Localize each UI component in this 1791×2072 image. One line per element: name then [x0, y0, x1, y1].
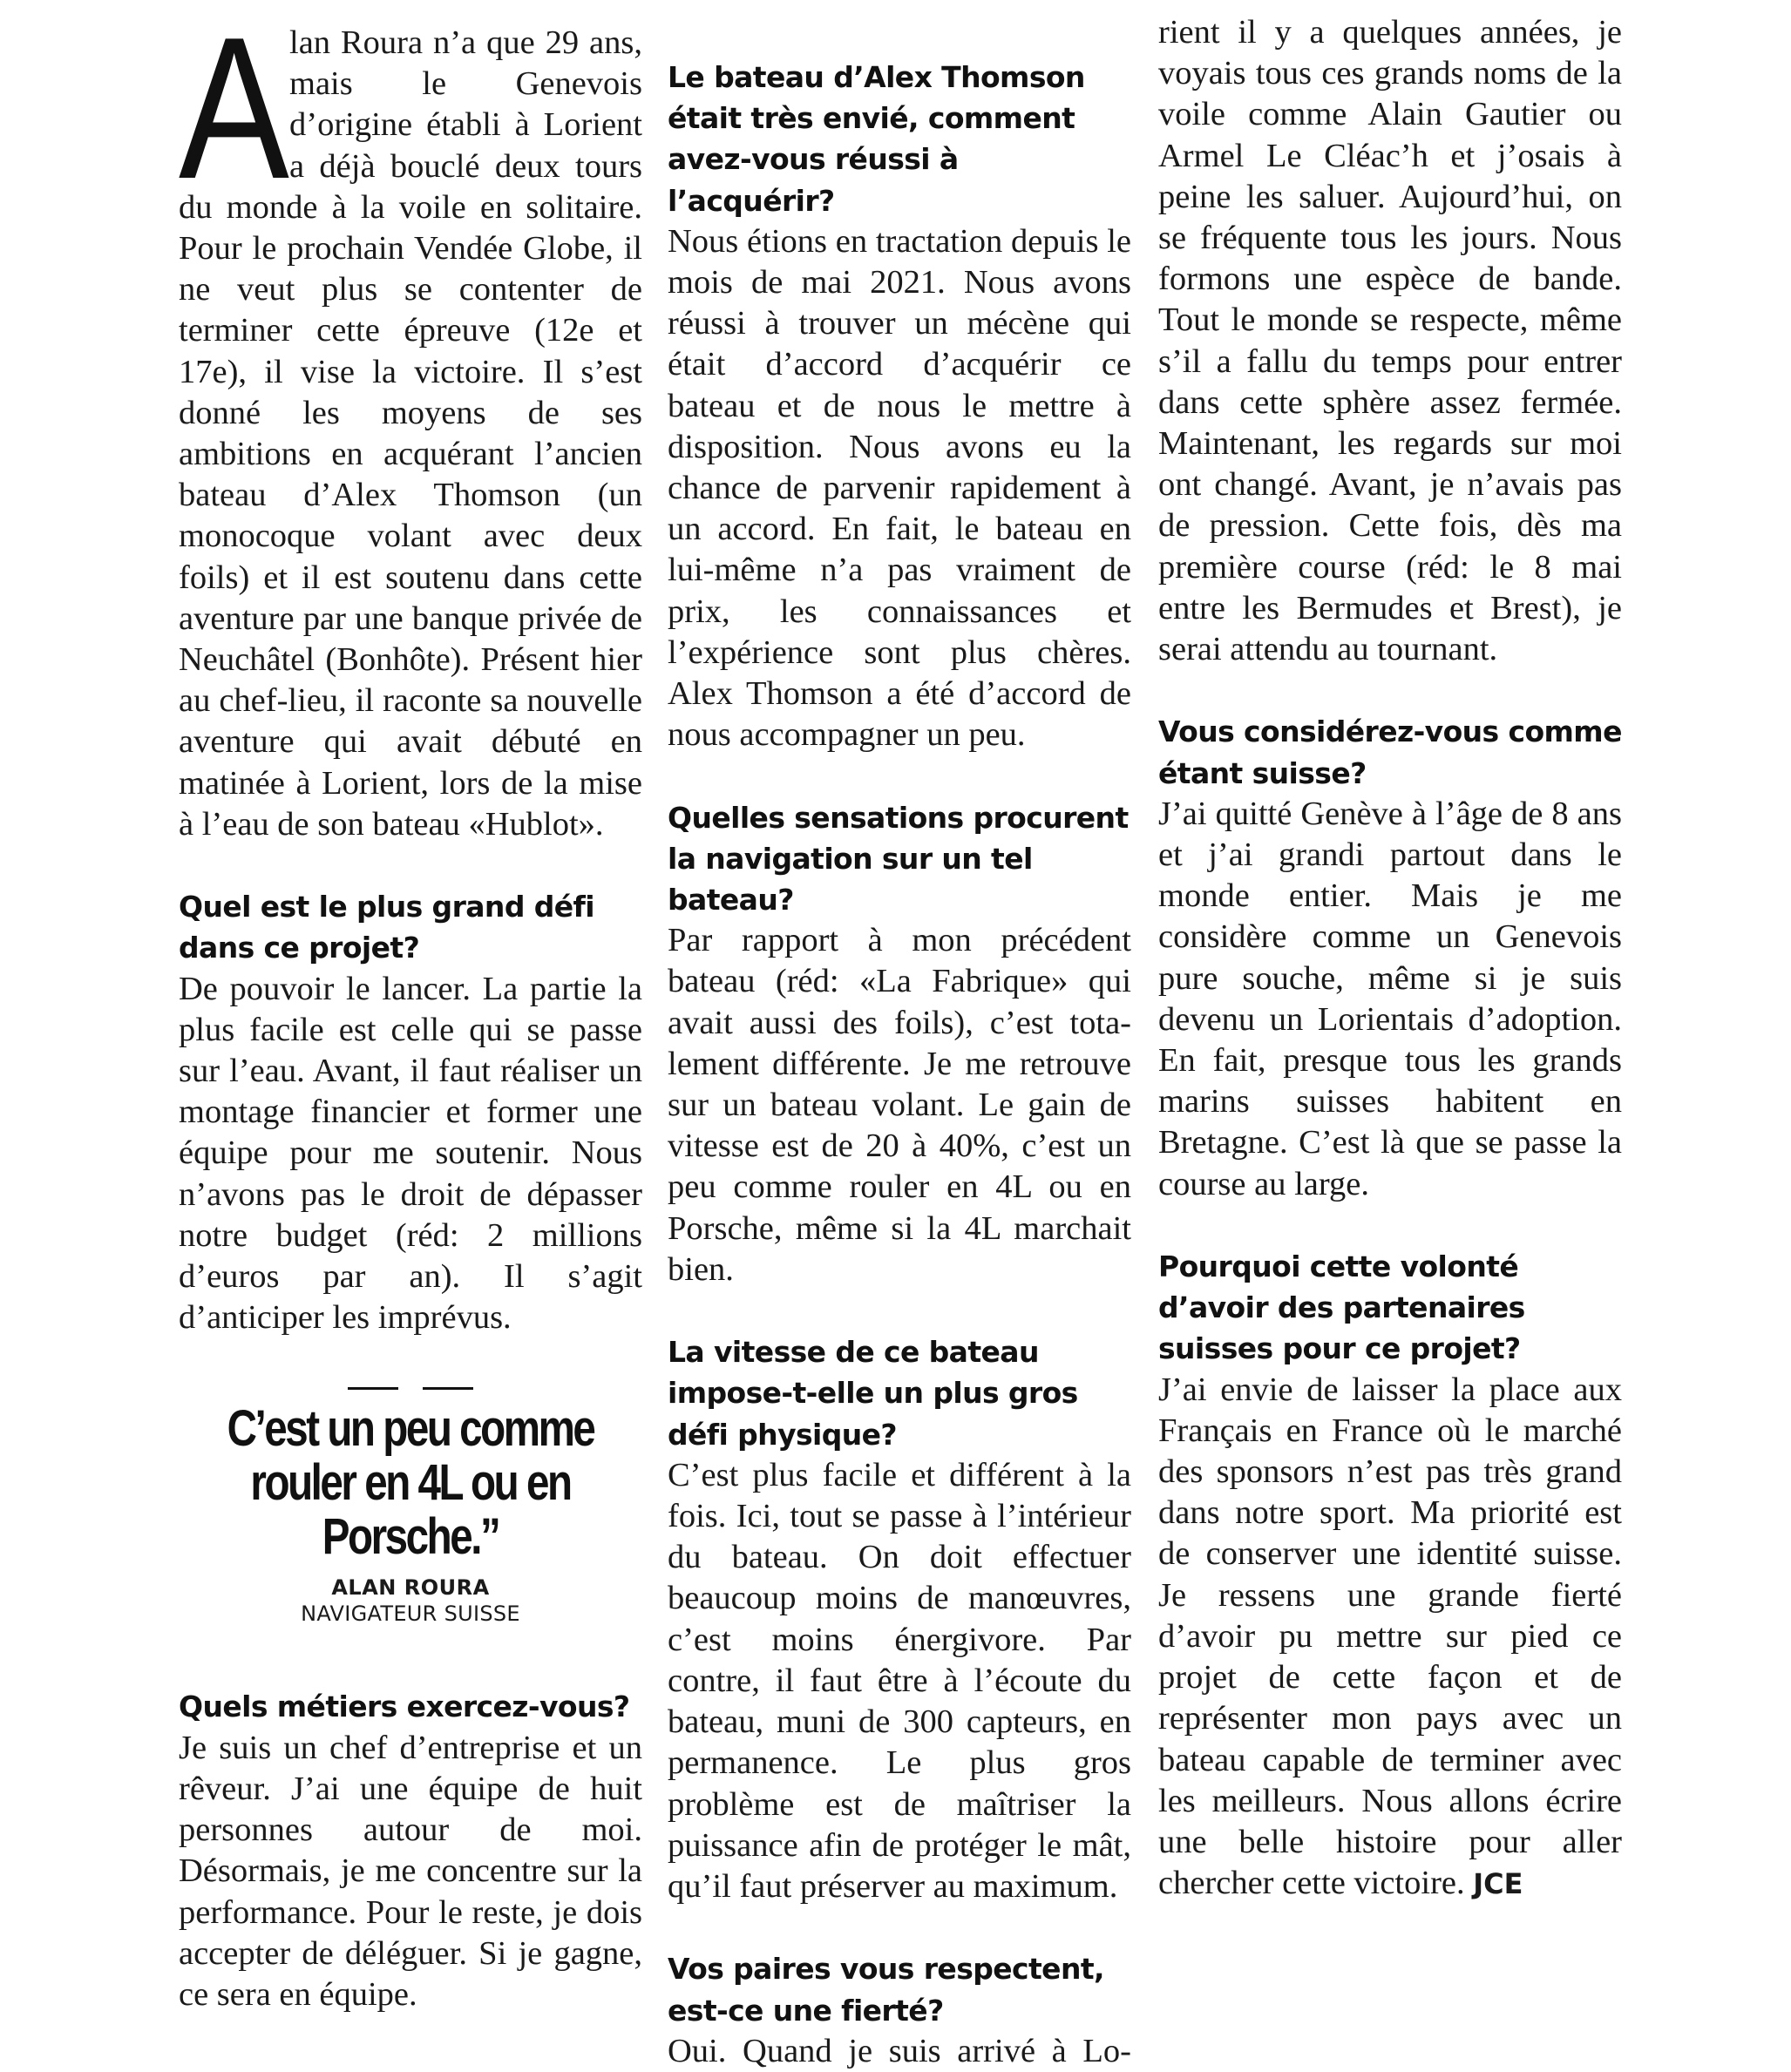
- question-4: Quelles sensations procurent la navigation sur un tel bateau?: [668, 800, 1129, 918]
- author-signature: JCE: [1473, 1867, 1523, 1901]
- answer-8-text: J’ai envie de laisser la place aux Français en France où le marché des sponsors n’est pas très grand dans notre sport. Ma priorité est de conserver une identité suisse. Je ressens une grande fierté d’avoir pu mettre sur pied ce projet de cette façon et de représenter mon pays avec un bateau capable de terminer avec les meilleurs. Nous allons écrire une belle histoire pour aller chercher cette victoire.: [1158, 1371, 1622, 1902]
- question-1: Quel est le plus grand défi dans ce projet?: [179, 890, 594, 965]
- pull-quote-rules: [179, 1387, 642, 1390]
- intro-text: lan Roura n’a que 29 ans, mais le Genevois d’origine établi à Lorient a déjà bouclé deux tours du monde à la voile en solitaire. Pour le prochain Vendée Globe, il ne veut plus se contenter de terminer cette épreuve (12e et 17e), il vise la victoire. Il s’est donné les moyens de ses ambitions en acquérant l’ancien bateau d’Alex Thomson (un monocoque volant avec deux foils) et il est soutenu dans cette aventure par une banque privée de Neuchâtel (Bonhôte). Présent hier au chef-lieu, il raconte sa nouvelle aventure qui avait débuté en matinée à Lorient, lors de la mise à l’eau de son bateau «Hublot».: [179, 24, 642, 843]
- intro-paragraph: [179, 0, 642, 845]
- pull-quote-rule-right: [423, 1387, 473, 1390]
- pull-quote-author: ALAN ROURA: [331, 1575, 490, 1601]
- pull-quote-rule-left: [348, 1387, 398, 1390]
- answer-4: Par rapport à mon précédent bateau (réd: «La Fabrique» qui avait aussi des foils), c’est totalement différente. Je me retrouve sur un bateau volant. Le gain de vitesse est de 20 à 40%, c’est un peu comme rouler en 4L ou en Porsche, même si la 4L marchait bien.: [668, 922, 1131, 1288]
- pull-quote: [179, 1387, 642, 1627]
- article-column-3: [1158, 12, 1622, 1905]
- pull-quote-text: C’est un peu comme rouler en 4L ou en Porsche.”: [227, 1400, 594, 1566]
- question-3: Le bateau d’Alex Thomson était très envié, comment avez-vous réussi à l’acquérir?: [668, 60, 1085, 218]
- question-7: Vous considérez-vous comme étant suisse?: [1158, 714, 1622, 790]
- article-column-1: [179, 0, 642, 2015]
- question-2: Quels métiers exercez-vous?: [179, 1689, 630, 1724]
- question-8: Pourquoi cette volonté d’avoir des partenaires suisses pour ce projet?: [1158, 1249, 1525, 1366]
- question-5: La vitesse de ce bateau impose-t-elle un plus gros défi physique?: [668, 1335, 1078, 1452]
- answer-2: Je suis un chef d’entreprise et un rêveur. J’ai une équipe de huit personnes autour de moi. Désormais, je me concentre sur la performance. Pour le reste, je dois accepter de déléguer. Si je gagne, ce sera en équipe.: [179, 1729, 642, 2013]
- answer-6-continued: rient il y a quelques années, je voyais tous ces grands noms de la voile comme Alain Gautier ou Armel Le Cléac’h et j’osais à peine les saluer. Aujourd’hui, on se fréquente tous les jours. Nous formons une espèce de bande. Tout le monde se respecte, même s’il a fallu du temps pour entrer dans cette sphère assez fermée. Maintenant, les regards sur moi ont changé. Avant, je n’avais pas de pression. Cette fois, dès ma première course (réd: le 8 mai entre les Bermudes et Brest), je serai attendu au tournant.: [1158, 14, 1622, 668]
- pull-quote-role: NAVIGATEUR SUISSE: [301, 1601, 520, 1627]
- question-6: Vos paires vous respectent, est-ce une fierté?: [668, 1952, 1104, 2028]
- answer-8: [1158, 1370, 1622, 1906]
- answer-3: Nous étions en tractation depuis le mois de mai 2021. Nous avons réussi à trouver un mécène qui était d’accord d’acquérir ce bateau et de nous le mettre à disposition. Nous avons eu la chance de parvenir rapidement à un accord. En fait, le bateau en lui-même n’a pas vraiment de prix, les connaissances et l’expérience sont plus chères. Alex Thomson a été d’accord de nous accompagner un peu.: [668, 222, 1131, 754]
- answer-6-start: Oui. Quand je suis arrivé à Lo-: [668, 2032, 1131, 2069]
- answer-5: C’est plus facile et différent à la fois. Ici, tout se passe à l’intérieur du bateau. On doit effectuer beaucoup moins de manœuvres, c’est moins énergivore. Par contre, il faut être à l’écoute du bateau, muni de 300 capteurs, en permanence. Le plus gros problème est de maîtriser la puissance afin de protéger le mât, qu’il faut préserver au maximum.: [668, 1456, 1131, 1905]
- answer-1: De pouvoir le lancer. La partie la plus facile est celle qui se passe sur l’eau. Avant, il faut réaliser un montage financier et former une équipe pour me soutenir. Nous n’avons pas le droit de dépasser notre budget (réd: 2 millions d’euros par an). Il s’agit d’anticiper les imprévus.: [179, 970, 642, 1337]
- answer-7: J’ai quitté Genève à l’âge de 8 ans et j’ai grandi partout dans le monde entier. Mais je me considère comme un Genevois pure souche, même si je suis devenu un Lorientais d’adoption. En fait, presque tous les grands marins suisses habitent en Bretagne. C’est là que se passe la course au large.: [1158, 795, 1622, 1202]
- article-column-2: [668, 57, 1131, 2072]
- drop-cap: A: [179, 0, 289, 221]
